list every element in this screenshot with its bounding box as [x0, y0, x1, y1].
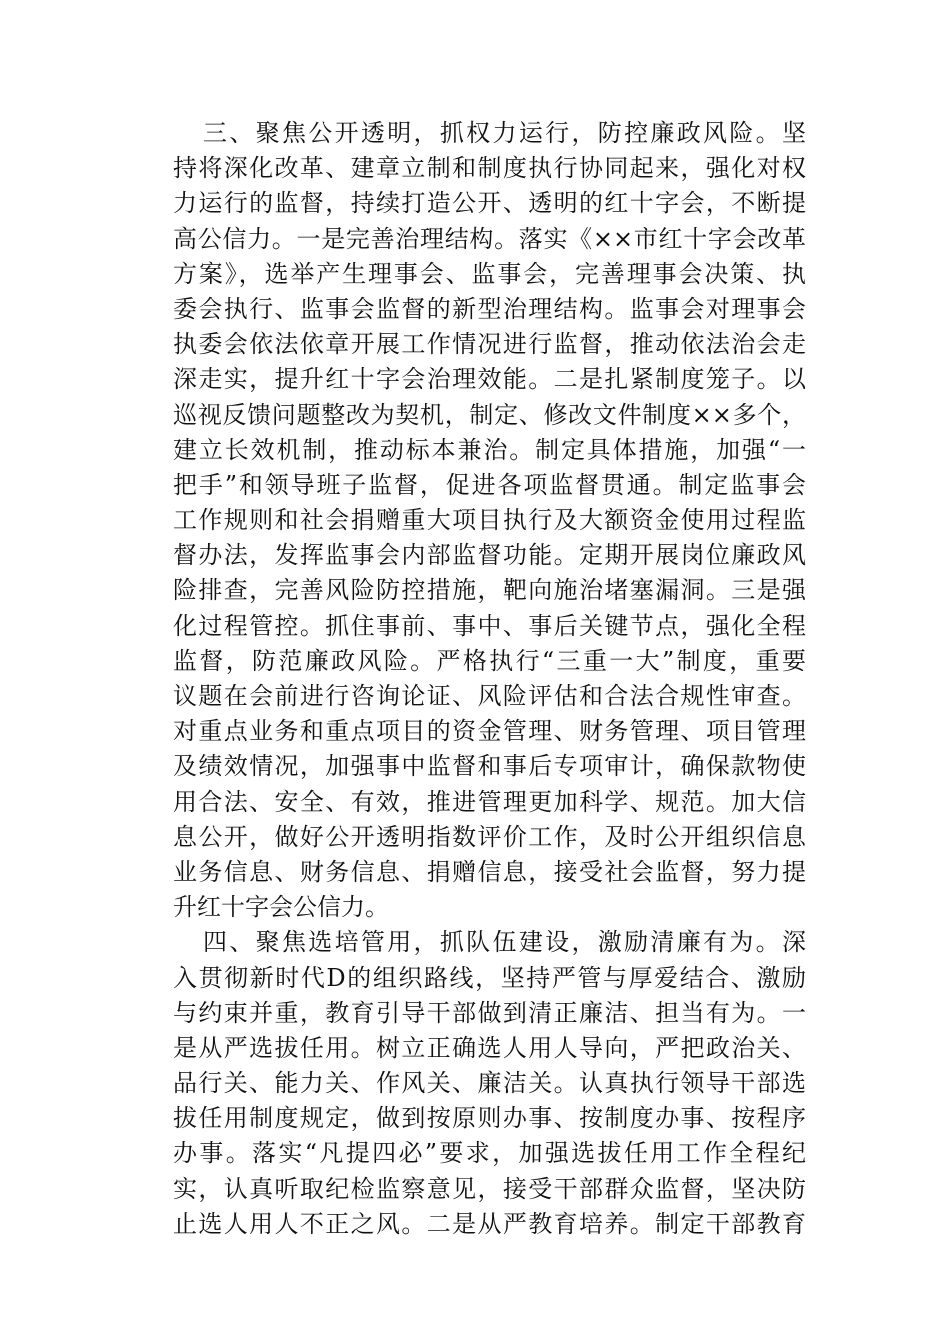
paragraph-3-last-line: 升红十字会公信力。 [173, 893, 389, 922]
text-line: 深走实，提升红十字会治理效能。二是扎紧制度笼子。以 [173, 365, 806, 394]
paragraph-4-line-1: 四、聚焦选培管用，抓队伍建设，激励清廉有为。深 [203, 928, 806, 957]
text-line: 高公信力。一是完善治理结构。落实《××市红十字会改革 [173, 224, 806, 253]
text-line: 执委会依法依章开展工作情况进行监督，推动依法治会走 [173, 330, 806, 359]
text-line: 把手”和领导班子监督，促进各项监督贯通。制定监事会 [173, 470, 806, 499]
text-line: 拔任用制度规定，做到按原则办事、按制度办事、按程序 [173, 1104, 806, 1133]
text-line: 与约束并重，教育引导干部做到清正廉洁、担当有为。一 [173, 998, 806, 1027]
text-line: 办事。落实“凡提四必”要求，加强选拔任用工作全程纪 [173, 1139, 806, 1168]
text-line: 化过程管控。抓住事前、事中、事后关键节点，强化全程 [173, 611, 806, 640]
text-line: 用合法、安全、有效，推进管理更加科学、规范。加大信 [173, 787, 806, 816]
text-line: 险排查，完善风险防控措施，靶向施治堵塞漏洞。三是强 [173, 576, 806, 605]
text-line: 止选人用人不正之风。二是从严教育培养。制定干部教育 [173, 1209, 806, 1238]
text-line: 议题在会前进行咨询论证、风险评估和合法合规性审查。 [173, 682, 806, 710]
text-line: 入贯彻新时代D的组织路线，坚持严管与厚爱结合、激励 [173, 963, 806, 992]
text-line: 对重点业务和重点项目的资金管理、财务管理、项目管理 [173, 717, 806, 746]
text-line: 工作规则和社会捐赠重大项目执行及大额资金使用过程监 [173, 506, 806, 535]
body-text [173, 116, 806, 1242]
text-line: 方案》，选举产生理事会、监事会，完善理事会决策、执 [173, 259, 806, 288]
text-line: 建立长效机制，推动标本兼治。制定具体措施，加强“一 [173, 435, 806, 464]
text-line: 力运行的监督，持续打造公开、透明的红十字会，不断提 [173, 189, 806, 218]
text-line: 督办法，发挥监事会内部监督功能。定期开展岗位廉政风 [173, 541, 806, 570]
paragraph-3-line-1: 三、聚焦公开透明，抓权力运行，防控廉政风险。坚 [203, 119, 806, 147]
text-line: 是从严选拔任用。树立正确选人用人导向，严把政治关、 [173, 1033, 806, 1062]
text-line: 品行关、能力关、作风关、廉洁关。认真执行领导干部选 [173, 1069, 806, 1098]
text-line: 持将深化改革、建章立制和制度执行协同起来，强化对权 [173, 154, 806, 183]
text-line: 实，认真听取纪检监察意见，接受干部群众监督，坚决防 [173, 1174, 806, 1203]
text-line: 息公开，做好公开透明指数评价工作，及时公开组织信息 [173, 822, 806, 851]
text-line: 监督，防范廉政风险。严格执行“三重一大”制度，重要 [173, 646, 806, 675]
text-line: 业务信息、财务信息、捐赠信息，接受社会监督，努力提 [173, 857, 806, 886]
text-line: 委会执行、监事会监督的新型治理结构。监事会对理事会 [173, 294, 806, 323]
text-line: 及绩效情况，加强事中监督和事后专项审计，确保款物使 [173, 752, 806, 781]
text-line: 巡视反馈问题整改为契机，制定、修改文件制度××多个， [173, 400, 806, 429]
